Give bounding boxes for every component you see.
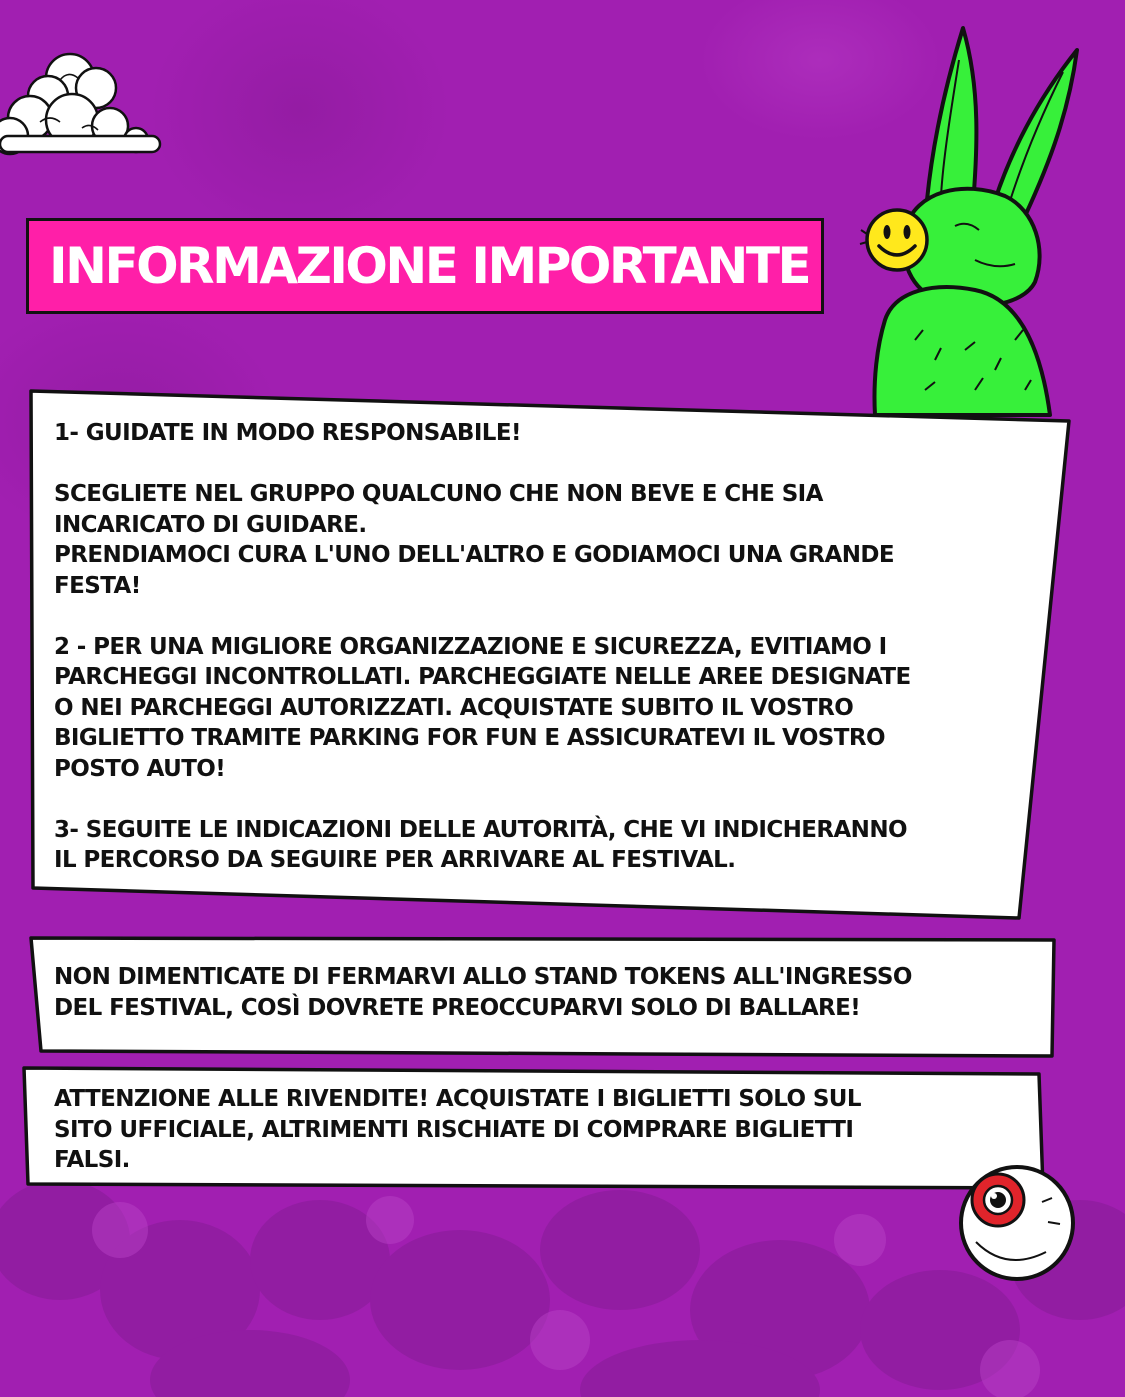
- eyeball-icon: [956, 1162, 1078, 1284]
- panel-1-line: IL PERCORSO DA SEGUIRE PER ARRIVARE AL FESTIVAL.: [54, 847, 736, 873]
- panel-1-line: FESTA!: [54, 572, 141, 599]
- panel-1-line: O NEI PARCHEGGI AUTORIZZATI. ACQUISTATE SUBITO IL VOSTRO: [54, 694, 854, 721]
- panel-1-line: POSTO AUTO!: [54, 755, 226, 782]
- panel-1-line: PRENDIAMOCI CURA L'UNO DELL'ALTRO E GODIAMOCI UNA GRANDE: [54, 542, 894, 568]
- panel-1-line: [54, 784, 911, 815]
- panel-1-line: 2 - PER UNA MIGLIORE ORGANIZZAZIONE E SICUREZZA, EVITIAMO I: [54, 633, 887, 660]
- panel-1-line: BIGLIETTO TRAMITE PARKING FOR FUN E ASSICURATEVI IL VOSTRO: [54, 725, 885, 751]
- panel-1-line: [54, 449, 911, 480]
- panel-1-text: [54, 418, 911, 876]
- panel-1-line: PARCHEGGI INCONTROLLATI. PARCHEGGIATE NELLE AREE DESIGNATE: [54, 664, 911, 690]
- panel-3-line: ATTENZIONE ALLE RIVENDITE! ACQUISTATE I BIGLIETTI SOLO SUL: [54, 1086, 861, 1112]
- panel-2-text: [54, 962, 912, 1023]
- panel-1-line: 1- GUIDATE IN MODO RESPONSABILE!: [54, 420, 521, 446]
- panel-2-line: NON DIMENTICATE DI FERMARVI ALLO STAND TOKENS ALL'INGRESSO: [54, 964, 912, 990]
- panel-2-line: DEL FESTIVAL, COSÌ DOVRETE PREOCCUPARVI SOLO DI BALLARE!: [54, 994, 861, 1021]
- panel-1-line: SCEGLIETE NEL GRUPPO QUALCUNO CHE NON BEVE E CHE SIA: [54, 481, 823, 507]
- panel-3-text: [54, 1084, 861, 1176]
- panel-1-line: [54, 601, 911, 632]
- panel-1-line: 3- SEGUITE LE INDICAZIONI DELLE AUTORITÀ, CHE VI INDICHERANNO: [54, 816, 907, 843]
- panel-3-line: SITO UFFICIALE, ALTRIMENTI RISCHIATE DI COMPRARE BIGLIETTI: [54, 1116, 854, 1143]
- panel-1-line: INCARICATO DI GUIDARE.: [54, 511, 367, 538]
- panel-3-line: FALSI.: [54, 1147, 130, 1173]
- page-title: INFORMAZIONE IMPORTANTE: [49, 237, 810, 295]
